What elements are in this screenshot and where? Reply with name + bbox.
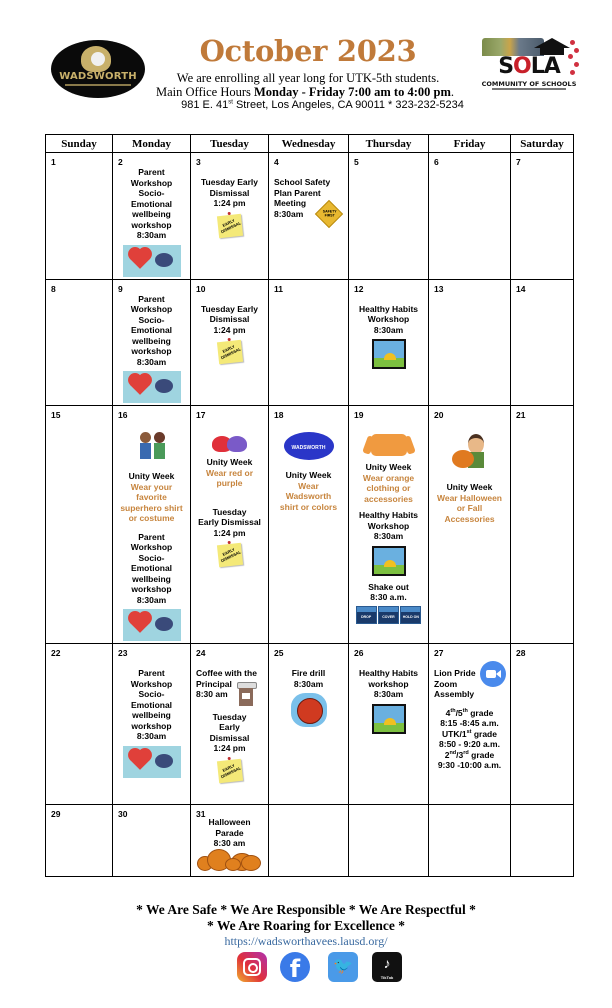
event-line: Principal [196, 678, 232, 689]
address-part: Street, Los Angeles, CA 90011 * 323-232-5234 [232, 99, 464, 111]
event-line: 8:30am [373, 531, 404, 541]
event-line: Dismissal [209, 732, 250, 743]
wadsworth-logo-text: WADSWORTH [59, 71, 137, 82]
day-cell [46, 279, 113, 406]
event-line: Early [219, 722, 240, 732]
event-line: Tuesday Early [200, 303, 258, 314]
event-line: accessories [364, 493, 413, 504]
motto-line-1: * We Are Safe * We Are Responsible * We Are Respectful * [136, 902, 476, 917]
event-parent-workshop [113, 280, 190, 406]
day-number: 26 [354, 648, 364, 658]
day-number: 20 [434, 410, 444, 420]
event-line: Socio- [138, 552, 165, 563]
event-line: workshop [131, 720, 172, 731]
event-parent-workshop [113, 153, 190, 279]
tiktok-icon[interactable] [372, 952, 402, 982]
event-line: Emotional [130, 325, 173, 335]
event-line: workshop [131, 346, 172, 356]
sola-letter: LA [530, 54, 560, 79]
day-number: 17 [196, 410, 206, 420]
event-line: workshop [368, 678, 409, 689]
event-line: wellbeing [132, 209, 171, 219]
orange-sweater-icon [371, 434, 407, 456]
tiktok-glyph: ♪ [383, 955, 391, 971]
day-cell [191, 153, 269, 280]
schedule-grade [431, 708, 508, 719]
school-website-link[interactable]: https://wadsworthavees.lausd.org/ [224, 934, 388, 948]
schedule-time: 8:50 - 9:20 a.m. [439, 739, 500, 749]
weekday-saturday: Saturday [511, 135, 574, 153]
event-line: Healthy Habits [358, 510, 419, 520]
event-title: Unity Week [128, 471, 175, 481]
event-line: Workshop [367, 314, 410, 324]
event-line: Dismissal [209, 314, 250, 324]
day-number: 7 [516, 157, 521, 167]
office-hours-period: . [450, 85, 454, 99]
sup: rd [463, 749, 469, 756]
heart-brain-icon [123, 245, 181, 277]
day-cell [191, 279, 269, 406]
day-cell [191, 406, 269, 644]
event-line: Workshop [367, 520, 410, 531]
day-number: 15 [51, 410, 61, 420]
event-line: workshop [131, 584, 172, 594]
day-number: 8 [51, 283, 56, 294]
event-line: Wadsworth [285, 491, 332, 501]
calendar-grid [45, 134, 574, 877]
event-line: wellbeing [132, 335, 171, 346]
event-line: Shake out [368, 581, 409, 592]
event-unity-week [429, 406, 510, 526]
pumpkins-icon [197, 851, 263, 871]
office-hours-label: Main Office Hours [155, 85, 254, 99]
week-row [46, 153, 574, 280]
sticky-note-text: EARLY DISMISSAL [219, 762, 241, 779]
event-line: Parade [215, 827, 244, 838]
week-row [46, 805, 574, 877]
heart-brain-icon [123, 746, 181, 778]
schedule-grade [431, 729, 508, 740]
event-line: Emotional [130, 198, 173, 209]
event-line: Workshop [130, 678, 173, 689]
event-line: School Safety [274, 177, 331, 187]
heart-brain-icon [123, 609, 181, 641]
sunrise-picture-icon [372, 704, 406, 734]
event-line: Halloween [208, 817, 251, 827]
event-line: Wear red or [205, 467, 254, 478]
event-line: Socio- [138, 689, 165, 699]
heart-icon [570, 40, 575, 45]
office-hours [130, 85, 480, 100]
event-line: 8:30am [136, 356, 167, 367]
day-number: 5 [354, 157, 359, 167]
day-cell [269, 279, 349, 406]
event-line: Wear orange [362, 472, 415, 483]
text: grade [471, 728, 497, 739]
event-line: Parent [138, 668, 165, 678]
day-number: 30 [118, 809, 128, 819]
weekday-tuesday: Tuesday [191, 135, 269, 153]
facebook-glyph: f [289, 955, 301, 982]
day-number: 31 [196, 809, 206, 819]
lion-face-icon [91, 52, 105, 66]
text: /3 [456, 749, 464, 760]
text: UTK/1 [442, 728, 467, 739]
day-number: 21 [516, 410, 526, 420]
event-line: shirt or colors [279, 501, 338, 512]
sola-tagline [492, 88, 566, 90]
event-line: Workshop [130, 304, 173, 314]
event-line: Wear [298, 480, 319, 491]
event-line: wellbeing [132, 573, 171, 584]
day-cell-empty [349, 805, 429, 877]
sticky-note-icon [216, 213, 242, 237]
day-number: 4 [274, 157, 279, 167]
event-line: wellbeing [132, 710, 171, 720]
sticky-note-icon [216, 758, 242, 782]
day-cell [349, 279, 429, 406]
fire-bell-icon [291, 693, 327, 727]
event-line: 8:30 a.m. [370, 592, 407, 602]
event-line: Tuesday [212, 711, 247, 722]
event-line: workshop [131, 219, 172, 230]
text: grade [468, 749, 495, 760]
day-number: 12 [354, 283, 364, 294]
day-cell [46, 153, 113, 280]
weekday-thursday: Thursday [349, 135, 429, 153]
day-cell [191, 805, 269, 877]
tiktok-label: TikTok [380, 975, 394, 980]
schedule-time: 9:30 -10:00 a.m. [437, 760, 502, 770]
day-cell [269, 153, 349, 280]
day-cell [46, 644, 113, 805]
event-line: or costume [128, 513, 175, 523]
text: 4 [445, 707, 451, 718]
event-line: 8:30am [136, 731, 167, 741]
event-line: 8:30am [274, 208, 304, 219]
sup: st [466, 728, 472, 735]
day-number: 22 [51, 648, 61, 658]
sup: th [462, 707, 468, 714]
day-number: 14 [516, 283, 526, 294]
day-cell [511, 406, 574, 644]
drop-cover-hold-icon [356, 606, 422, 624]
event-line: 8:30am [136, 230, 167, 240]
sunrise-picture-icon [372, 546, 406, 576]
page-title: October 2023 [199, 34, 417, 68]
day-cell [429, 279, 511, 406]
event-line: purple [216, 478, 243, 488]
event-line: 8:30 am [213, 838, 246, 848]
day-number: 2 [118, 157, 123, 167]
sup: th [450, 707, 456, 714]
event-line: Coffee with the [196, 668, 257, 678]
day-number: 9 [118, 283, 123, 294]
day-cell [429, 644, 511, 805]
sticky-note-text: EARLY DISMISSAL [219, 343, 241, 360]
day-cell [511, 644, 574, 805]
day-number: 24 [196, 648, 206, 658]
day-cell [349, 406, 429, 644]
event-line: 1:24 pm [213, 324, 246, 335]
event-line: superhero shirt [120, 502, 183, 513]
hold-step [400, 606, 421, 624]
event-line: clothing or [366, 483, 411, 493]
page-header [0, 0, 612, 130]
day-number: 19 [354, 410, 364, 420]
day-number: 23 [118, 648, 128, 658]
event-line: 8:30am [293, 678, 324, 689]
event-line: Emotional [130, 699, 173, 710]
event-line: Meeting [274, 198, 307, 208]
day-number: 11 [274, 283, 283, 294]
event-line: 8:30am [373, 689, 404, 699]
day-number: 25 [274, 648, 284, 658]
event-title: Unity Week [285, 470, 332, 480]
weekday-sunday: Sunday [46, 135, 113, 153]
week-row [46, 279, 574, 406]
sola-logo [478, 34, 580, 94]
text: /5 [455, 707, 463, 718]
coffee-cup-icon [237, 682, 255, 706]
schedule-grade [431, 750, 508, 761]
drop-step [356, 606, 377, 624]
event-line: Socio- [138, 188, 165, 198]
weekday-wednesday: Wednesday [269, 135, 349, 153]
day-number: 10 [196, 283, 206, 294]
sola-letter-heart: O [513, 54, 531, 79]
event-line: Healthy Habits [358, 303, 419, 314]
hearts-icon [210, 434, 250, 454]
event-line: 8:30 am [196, 689, 228, 699]
heart-icon [574, 48, 579, 53]
text: grade [467, 707, 494, 718]
event-line: Early Dismissal [198, 517, 261, 527]
event-title: Unity Week [446, 482, 493, 492]
event-line: Zoom [434, 678, 458, 689]
event-line: Assembly [434, 689, 475, 699]
day-cell [113, 805, 191, 877]
event-title: Unity Week [206, 457, 253, 467]
sticky-note-text: EARLY DISMISSAL [219, 217, 241, 234]
cover-step [378, 606, 399, 624]
event-line: Socio- [138, 314, 165, 325]
twitter-glyph: 🐦 [333, 958, 353, 975]
event-line: 1:24 pm [213, 743, 246, 753]
day-cell [113, 406, 191, 644]
text: 2 [444, 749, 450, 760]
assembly-schedule [429, 702, 510, 773]
day-cell [46, 805, 113, 877]
day-cell [269, 406, 349, 644]
event-line: 1:24 pm [213, 198, 246, 208]
event-line: Lion Pride [434, 668, 476, 678]
day-cell [511, 279, 574, 406]
day-cell [349, 153, 429, 280]
event-line: Parent [138, 293, 165, 304]
day-number: 16 [118, 410, 128, 420]
event-line: Plan Parent [274, 187, 321, 198]
event-line: Dismissal [209, 187, 250, 198]
event-title: Unity Week [365, 462, 412, 472]
sup: nd [449, 749, 457, 756]
event-line: Fire drill [291, 668, 326, 678]
day-number: 27 [434, 648, 444, 658]
sticky-note-icon [216, 543, 242, 567]
event-line: Healthy Habits [358, 668, 419, 678]
schedule-time: 8:15 -8:45 a.m. [440, 718, 499, 728]
day-cell [113, 644, 191, 805]
twitter-icon[interactable] [328, 952, 358, 982]
day-cell [113, 279, 191, 406]
week-row [46, 644, 574, 805]
event-line: Workshop [130, 177, 173, 188]
weekday-friday: Friday [429, 135, 511, 153]
event-line: Parent [138, 167, 165, 177]
event-line: Wear Halloween [436, 492, 503, 503]
event-parent-workshop [113, 644, 190, 780]
day-number: 6 [434, 157, 439, 167]
day-cell-empty [429, 805, 511, 877]
boy-pumpkin-icon [450, 434, 490, 472]
day-number: 18 [274, 410, 284, 420]
event-unity-week [349, 406, 428, 626]
weekday-monday: Monday [113, 135, 191, 153]
day-cell [269, 644, 349, 805]
heart-icon [574, 62, 579, 67]
event-line: Accessories [444, 513, 495, 524]
instagram-icon[interactable] [237, 952, 267, 982]
event-early-dismissal [191, 153, 268, 239]
event-line: favorite [136, 492, 167, 502]
day-cell [511, 153, 574, 280]
step-label: HOLD ON [401, 612, 420, 623]
sticky-note-icon [216, 340, 242, 364]
sticky-note-text: EARLY DISMISSAL [219, 546, 241, 563]
event-line: Tuesday Early [200, 177, 258, 187]
event-line: 1:24 pm [213, 527, 246, 538]
day-cell-empty [511, 805, 574, 877]
day-number: 3 [196, 157, 201, 167]
day-cell [349, 644, 429, 805]
event-line: Workshop [130, 542, 173, 552]
day-cell-empty [269, 805, 349, 877]
wadsworth-oval-icon [284, 432, 334, 460]
safety-sign-text: SAFETY FIRST [322, 209, 337, 218]
wadsworth-oval-text: WADSWORTH [291, 445, 326, 451]
day-number: 29 [51, 809, 61, 819]
event-line: Parent [138, 531, 165, 542]
day-number: 13 [434, 283, 444, 294]
motto-line-2: * We Are Roaring for Excellence * [207, 918, 405, 933]
logo-subline [65, 84, 131, 86]
kids-icon [134, 432, 170, 468]
event-unity-week [269, 406, 348, 514]
address-sup: st [228, 99, 233, 106]
event-unity-week [191, 406, 268, 568]
zoom-video-icon [480, 661, 506, 687]
day-cell [429, 406, 511, 644]
day-number: 1 [51, 157, 56, 167]
step-label: COVER [379, 612, 398, 623]
event-unity-week [113, 406, 190, 643]
event-line: Emotional [130, 563, 173, 573]
event-early-dismissal [191, 702, 268, 784]
day-cell [113, 153, 191, 280]
enrollment-note: We are enrolling all year long for UTK-5th students. [176, 71, 440, 85]
event-line: Wear your [130, 481, 173, 492]
event-line: Tuesday [212, 506, 247, 517]
step-label: DROP [357, 612, 376, 623]
event-line: 8:30am [373, 324, 404, 335]
office-hours-value: Monday - Friday 7:00 am to 4:00 pm [254, 85, 451, 99]
day-cell [191, 644, 269, 805]
event-line: 8:30am [136, 594, 167, 605]
weekday-header-row [46, 135, 574, 153]
day-cell [429, 153, 511, 280]
address [150, 99, 495, 111]
heart-brain-icon [123, 371, 181, 403]
sunrise-picture-icon [372, 339, 406, 369]
event-line: or Fall [456, 503, 483, 513]
day-cell [46, 406, 113, 644]
sola-wordmark [484, 54, 574, 79]
sola-subtitle: COMMUNITY OF SCHOOLS [481, 80, 577, 88]
week-row [46, 406, 574, 644]
day-number: 28 [516, 648, 526, 658]
facebook-icon[interactable] [280, 952, 310, 982]
address-part: 981 E. 41 [181, 99, 229, 111]
sola-letter: S [498, 54, 514, 79]
